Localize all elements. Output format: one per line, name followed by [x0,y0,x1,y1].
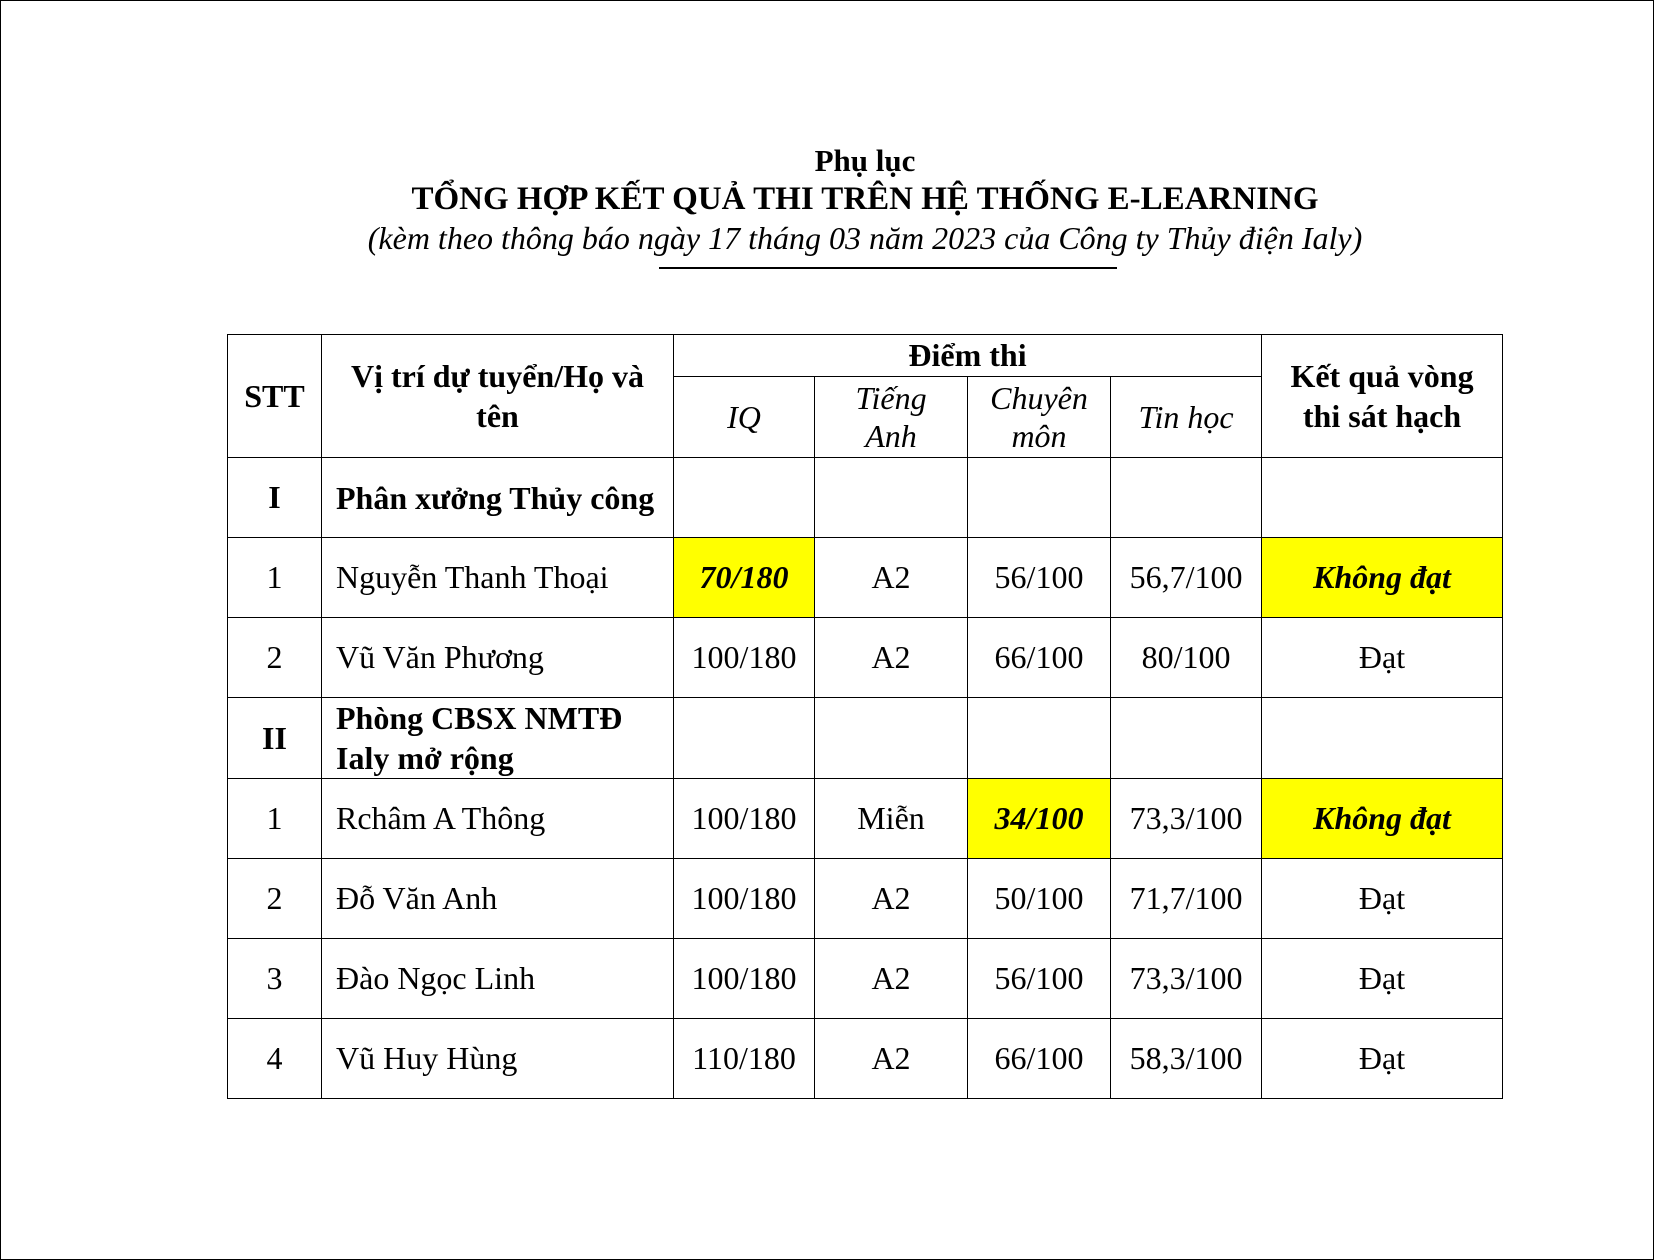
header-name: Vị trí dự tuyển/Họ và tên [322,335,674,458]
empty-cell [815,698,968,779]
table-row [228,859,1503,939]
empty-cell [674,698,815,779]
empty-cell [968,458,1111,538]
row-result: Không đạt [1262,538,1503,618]
row-english: Miễn [815,779,968,859]
header-result: Kết quả vòng thi sát hạch [1262,335,1503,458]
header-specialty: Chuyên môn [968,377,1111,458]
row-result: Đạt [1262,1019,1503,1099]
row-name: Vũ Huy Hùng [322,1019,674,1099]
row-specialty: 66/100 [968,618,1111,698]
row-iq: 100/180 [674,779,815,859]
row-it: 58,3/100 [1111,1019,1262,1099]
table-row [228,1019,1503,1099]
row-it: 71,7/100 [1111,859,1262,939]
section-name: Phòng CBSX NMTĐ Ialy mở rộng [322,698,674,779]
title-underline [659,267,1117,269]
row-name: Nguyễn Thanh Thoại [322,538,674,618]
document-title: TỔNG HỢP KẾT QUẢ THI TRÊN HỆ THỐNG E-LEARNING [411,181,1319,217]
header-scores-group: Điểm thi [674,335,1262,377]
empty-cell [1111,458,1262,538]
row-result: Đạt [1262,939,1503,1019]
row-specialty: 50/100 [968,859,1111,939]
row-it: 73,3/100 [1111,779,1262,859]
row-specialty: 66/100 [968,1019,1111,1099]
header-iq: IQ [674,377,815,458]
row-name: Vũ Văn Phương [322,618,674,698]
empty-cell [1262,458,1503,538]
row-result: Đạt [1262,859,1503,939]
row-english: A2 [815,1019,968,1099]
section-name: Phân xưởng Thủy công [322,458,674,538]
empty-cell [815,458,968,538]
table-row [228,779,1503,859]
section-number: I [228,458,322,538]
row-iq: 100/180 [674,859,815,939]
row-specialty: 56/100 [968,538,1111,618]
empty-cell [1262,698,1503,779]
row-iq: 100/180 [674,618,815,698]
row-english: A2 [815,859,968,939]
row-english: A2 [815,618,968,698]
results-table [227,334,1503,1099]
document-heading [0,142,1654,258]
section-number: II [228,698,322,779]
table-row [228,618,1503,698]
document-subtitle: (kèm theo thông báo ngày 17 tháng 03 năm 2023 của Công ty Thủy điện Ialy) [367,220,1363,256]
row-stt: 4 [228,1019,322,1099]
header-english: Tiếng Anh [815,377,968,458]
row-specialty: 56/100 [968,939,1111,1019]
row-it: 56,7/100 [1111,538,1262,618]
row-stt: 2 [228,618,322,698]
row-it: 80/100 [1111,618,1262,698]
row-english: A2 [815,538,968,618]
row-name: Đỗ Văn Anh [322,859,674,939]
row-stt: 1 [228,538,322,618]
appendix-label: Phụ lục [814,143,916,178]
row-iq: 100/180 [674,939,815,1019]
row-result: Không đạt [1262,779,1503,859]
row-stt: 1 [228,779,322,859]
row-english: A2 [815,939,968,1019]
row-iq: 110/180 [674,1019,815,1099]
row-stt: 2 [228,859,322,939]
row-stt: 3 [228,939,322,1019]
empty-cell [674,458,815,538]
empty-cell [1111,698,1262,779]
empty-cell [968,698,1111,779]
header-stt: STT [228,335,322,458]
table-row [228,939,1503,1019]
row-iq: 70/180 [674,538,815,618]
header-it: Tin học [1111,377,1262,458]
row-it: 73,3/100 [1111,939,1262,1019]
table-row [228,538,1503,618]
row-name: Rchâm A Thông [322,779,674,859]
row-specialty: 34/100 [968,779,1111,859]
row-name: Đào Ngọc Linh [322,939,674,1019]
row-result: Đạt [1262,618,1503,698]
